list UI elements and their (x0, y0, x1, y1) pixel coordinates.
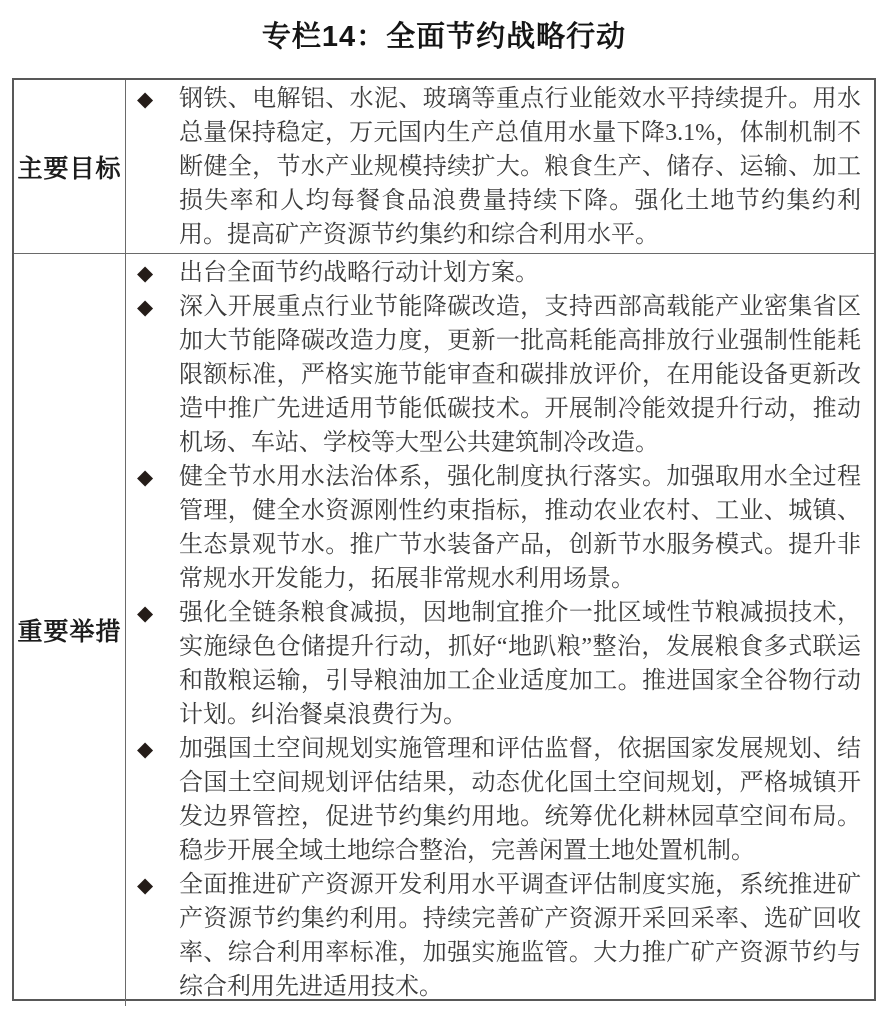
diamond-bullet-icon: ◆ (137, 737, 154, 761)
list-item (126, 460, 861, 596)
row-content-key-measures (126, 254, 874, 1006)
diamond-bullet-icon: ◆ (137, 261, 154, 285)
diamond-bullet-icon: ◆ (137, 873, 154, 897)
bullet-list-key-measures (126, 256, 861, 1004)
item-text: 钢铁、电解铝、水泥、玻璃等重点行业能效水平持续提升。用水总量保持稳定，万元国内生产总值用水量下降3.1%，体制机制不断健全，节水产业规模持续扩大。粮食生产、储存、运输、加工损失率和人均每餐食品浪费量持续下降。强化土地节约集约利用。提高矿产资源节约集约和综合利用水平。 (179, 86, 861, 248)
item-text: 出台全面节约战略行动计划方案。 (179, 260, 539, 286)
list-item (126, 596, 861, 732)
item-text: 加强国土空间规划实施管理和评估监督，依据国家发展规划、结合国土空间规划评估结果，动态优化国土空间规划，严格城镇开发边界管控，促进节约集约用地。统筹优化耕林园草空间布局。稳步开展全域土地综合整治，完善闲置土地处置机制。 (179, 736, 861, 864)
row-label-key-measures: 重要举措 (14, 254, 126, 1006)
diamond-bullet-icon: ◆ (137, 601, 154, 625)
list-item (126, 82, 861, 252)
strategy-box-table (12, 78, 876, 1001)
diamond-bullet-icon: ◆ (137, 295, 154, 319)
diamond-bullet-icon: ◆ (137, 465, 154, 489)
bullet-list-main-goals (126, 82, 861, 252)
page-title: 专栏14：全面节约战略行动 (261, 21, 627, 53)
table-row-main-goals (14, 80, 874, 253)
row-content-main-goals (126, 80, 874, 253)
item-text: 深入开展重点行业节能降碳改造，支持西部高载能产业密集省区加大节能降碳改造力度，更新一批高耗能高排放行业强制性能耗限额标准，严格实施节能审查和碳排放评价，在用能设备更新改造中推广先进适用节能低碳技术。开展制冷能效提升行动，推动机场、车站、学校等大型公共建筑制冷改造。 (179, 294, 861, 456)
item-text: 健全节水用水法治体系，强化制度执行落实。加强取用水全过程管理，健全水资源刚性约束指标，推动农业农村、工业、城镇、生态景观节水。推广节水装备产品，创新节水服务模式。提升非常规水开发能力，拓展非常规水利用场景。 (179, 464, 861, 592)
list-item (126, 256, 861, 290)
diamond-bullet-icon: ◆ (137, 87, 154, 111)
item-text: 强化全链条粮食减损，因地制宜推介一批区域性节粮减损技术，实施绿色仓储提升行动，抓好“地趴粮”整治，发展粮食多式联运和散粮运输，引导粮油加工企业适度加工。推进国家全谷物行动计划。纠治餐桌浪费行为。 (179, 600, 861, 728)
item-text: 全面推进矿产资源开发利用水平调查评估制度实施，系统推进矿产资源节约集约利用。持续完善矿产资源开采回采率、选矿回收率、综合利用率标准，加强实施监管。大力推广矿产资源节约与综合利用先进适用技术。 (179, 872, 861, 1000)
row-label-main-goals: 主要目标 (14, 80, 126, 253)
list-item (126, 868, 861, 1004)
list-item (126, 732, 861, 868)
table-row-key-measures (14, 253, 874, 1006)
list-item (126, 290, 861, 460)
